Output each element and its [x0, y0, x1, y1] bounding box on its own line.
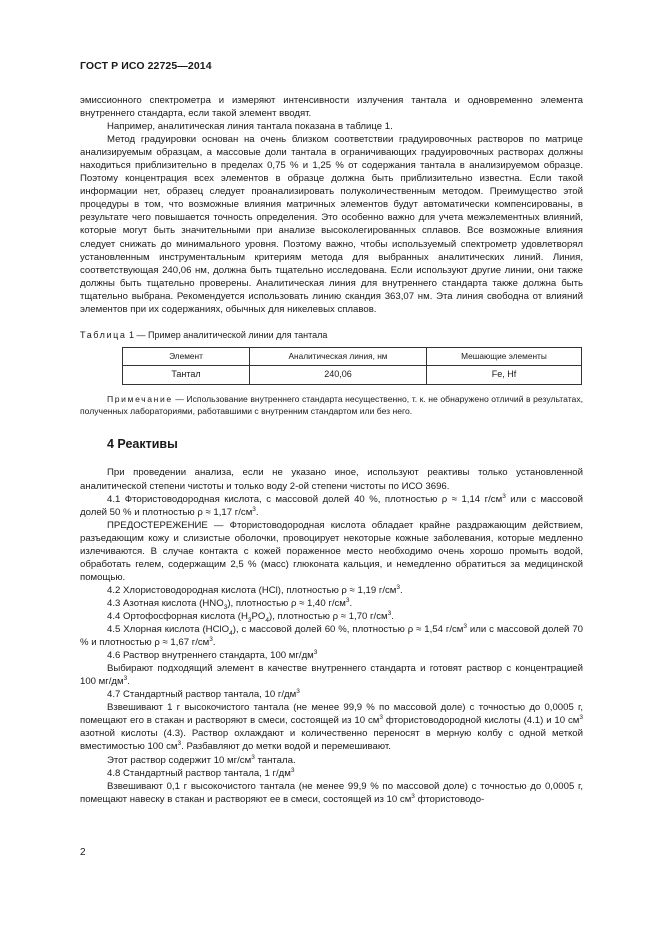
paragraph: Метод градуировки основан на очень близком соответствии градуировочных растворов по матрице анализируемым образцам, а массовые доли тантала в ограничивающих градуировочных растворах должны находиться приблизительно в пределах 0,75 % и 1,25 % от содержания тантала в анализируемом образце. Поэтому концентрация всех элементов в образце должна быть приблизительно известна. Если такой информации нет, образец следует проанализировать полуколичественным методом. Преимущество этой процедуры в том, что возможные влияния матричных элементов будут автоматически компенсированы, в результате чего повышается точность определения. Это особенно важно для учета межэлементных влияний, которые могут быть значительными при анализе высоколегированных сплавов. Все возможные влияния следует снижать до минимального уровня. Поэтому важно, чтобы используемый спектрометр удовлетворял установленным инструментальным критериям метода для выбранных аналитических линий. Линия, соответствующая 240,06 нм, должна быть тщательно исследована. Если используют другие линии, они также должны быть тщательно проверены. Аналитическая линия для внутреннего стандарта также должна быть тщательно выбрана. Рекомендуется использовать линию скандия 363,07 нм. Эта линия свободна от влияний элементов при их содержаниях, обычных для никелевых сплавов.	[80, 134, 583, 315]
item-4-7-contains: Этот раствор содержит 10 $мг/см^3$ тантала.	[107, 753, 296, 766]
item-4-7-text: Взвешивают 1 г высокочистого тантала (не менее 99,9 % по массовой доле) с точностью до 0,0005 г, помещают его в стакан и растворяют в смеси, состоящей из 10 $см^3$ фтористоводородной кислоты (4.1) и 10 $см^3$ азотной кислоты (4.3). Раствор охлаждают и количественно переносят в мерную колбу с одной меткой вместимостью 100 $см^3$. Разбавляют до метки водой и перемешивают.	[80, 702, 583, 753]
table-row	[123, 365, 582, 384]
page-number: 2	[80, 847, 86, 858]
item-4-6-title: 4.6 Раствор внутреннего стандарта, 100 $мг/дм^3$	[107, 648, 318, 662]
document-header: ГОСТ Р ИСО 22725—2014	[80, 60, 212, 72]
item-4-8-text: Взвешивают 0,1 г высокочистого тантала (не менее 99,9 % по массовой доле) с точностью до 0,0005 г, помещают навеску в стакан и растворяют ее в смеси, состоящей из 10 $см^3$ фтористоводо-	[80, 780, 583, 805]
table-cell: Fe, Hf	[427, 365, 582, 384]
paragraph: Например, аналитическая линия тантала показана в таблице 1.	[107, 121, 393, 133]
item-4-8-title: 4.8 Стандартный раствор тантала, 1 $г/дм^3$	[107, 766, 295, 779]
table-caption	[80, 329, 583, 342]
item-4-4: 4.4 Ортофосфорная кислота $(H_3PO_4)$, плотностью ρ ≈ 1,70 $г/см^3$.	[107, 609, 394, 624]
table-header-cell: Мешающие элементы	[427, 347, 582, 365]
item-4-3: 4.3 Азотная кислота $(HNO_3)$, плотностью ρ ≈ 1,40 $г/см^3$.	[107, 596, 353, 611]
section-title: 4 Реактивы	[107, 437, 178, 452]
item-4-6-text: Выбирают подходящий элемент в качестве внутреннего стандарта и готовят раствор с концентрацией 100 $мг/дм^3$.	[80, 663, 583, 688]
table-header-cell: Элемент	[123, 347, 250, 365]
table-cell: 240,06	[250, 365, 427, 384]
item-4-5: 4.5 Хлорная кислота (HClO$_4$), с массовой долей 60 %, плотностью ρ ≈ 1,54 $г/см^3$ или с массовой долей 70 % и плотностью ρ ≈ 1,67 $г/см^3$.	[80, 622, 583, 649]
table-header-row	[123, 347, 582, 365]
paragraph: эмиссионного спектрометра и измеряют интенсивности излучения тантала и одновременно элемента внутреннего стандарта, если такой элемент вводят.	[80, 95, 583, 120]
note-text: — Использование внутреннего стандарта несущественно, т. к. не обнаружено отличий в результатах, полученных лабораториями, работавшими с внутренним стандартом или без него.	[80, 393, 583, 417]
item-4-1: 4.1 Фтористоводородная кислота, с массовой долей 40 %, плотностью ρ ≈ 1,14 $г/см^3$ или с массовой долей 50 % и плотностью ρ ≈ 1,17 $г/см^3$.	[80, 492, 583, 518]
paragraph: При проведении анализа, если не указано иное, используют реактивы только установленной аналитической степени чистоты и только воду 2-ой степени чистоты по ИСО 3696.	[80, 467, 583, 492]
table-1	[122, 347, 582, 385]
item-4-2: 4.2 Хлористоводородная кислота (HCl), плотностью ρ ≈ 1,19 $г/см^3$.	[107, 583, 403, 596]
item-4-7-title: 4.7 Стандартный раствор тантала, 10 $г/дм^3$	[107, 688, 300, 701]
document-body	[80, 94, 583, 806]
table-note	[80, 393, 583, 418]
table-header-cell: Аналитическая линия, нм	[250, 347, 427, 365]
table-cell: Тантал	[123, 365, 250, 384]
table-caption-label: Таблица	[80, 329, 127, 340]
warning-paragraph: ПРЕДОСТЕРЕЖЕНИЕ — Фтористоводородная кислота обладает крайне раздражающим действием, разъедающим кожу и слизистые оболочки, провоцирует некоторые кожные заболевания, которые медленно излечиваются. В случае контакта с кожей пораженное место необходимо очень хорошо промыть водой, обработать гелем, содержащим 2,5 % (масс) глюконата кальция, и немедленно обратиться за медицинской помощью.	[80, 519, 583, 583]
table-caption-text: 1 — Пример аналитической линии для тантала	[129, 329, 328, 340]
note-label: Примечание	[107, 393, 173, 404]
